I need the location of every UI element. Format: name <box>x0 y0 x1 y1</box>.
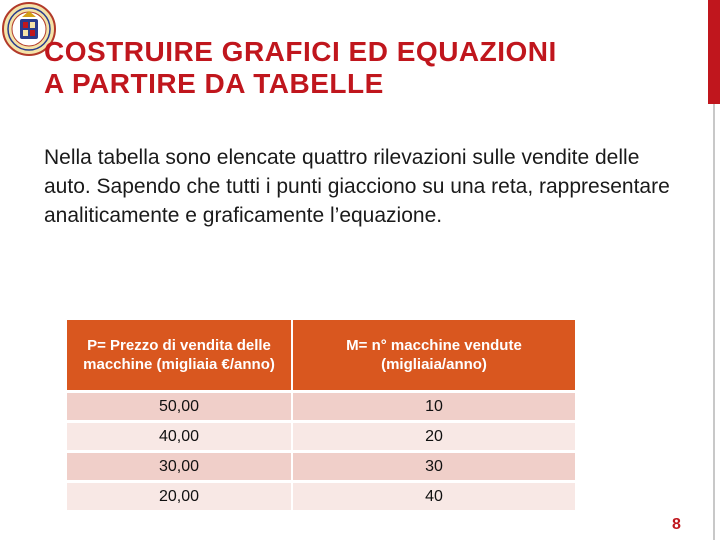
price-cell: 30,00 <box>67 452 292 482</box>
slide-title <box>44 36 684 100</box>
price-cell: 40,00 <box>67 422 292 452</box>
page-number: 8 <box>672 516 681 533</box>
header-cars-sold: M= n° macchine vendute (migliaia/anno) <box>292 320 575 392</box>
title-line-2: A PARTIRE DA TABELLE <box>44 68 384 99</box>
cars-cell: 30 <box>292 452 575 482</box>
cars-cell: 40 <box>292 482 575 511</box>
price-cell: 50,00 <box>67 392 292 422</box>
table-row <box>67 422 575 452</box>
cars-cell: 10 <box>292 392 575 422</box>
table-header-row <box>67 320 575 392</box>
sales-table <box>67 320 575 510</box>
header-price: P= Prezzo di vendita delle macchine (migliaia €/anno) <box>67 320 292 392</box>
title-line-1: COSTRUIRE GRAFICI ED EQUAZIONI <box>44 36 557 67</box>
side-rule <box>713 104 715 540</box>
cars-cell: 20 <box>292 422 575 452</box>
accent-bar <box>708 0 720 104</box>
table-row <box>67 482 575 511</box>
price-cell: 20,00 <box>67 482 292 511</box>
slide-body-text: Nella tabella sono elencate quattro rilevazioni sulle vendite delle auto. Sapendo che tutti i punti giacciono su una reta, rappresentare analiticamente e graficamente l’equazione. <box>44 146 670 227</box>
table-row <box>67 452 575 482</box>
table-row <box>67 392 575 422</box>
